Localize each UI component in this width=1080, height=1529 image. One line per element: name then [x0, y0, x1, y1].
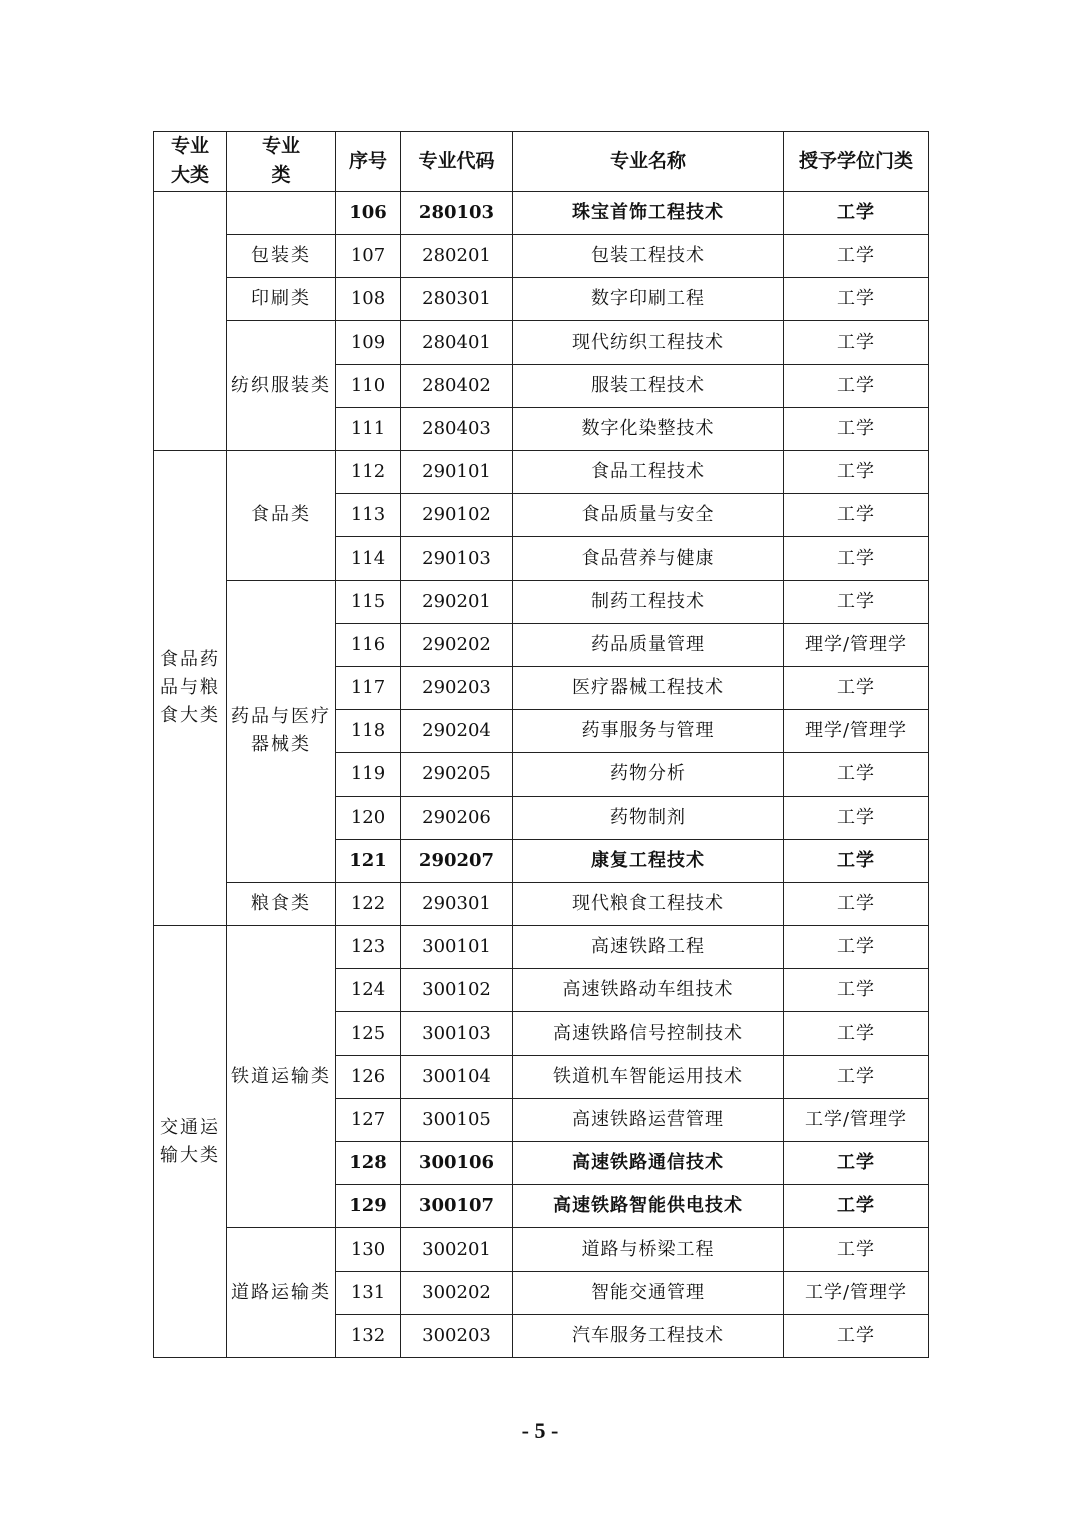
degree-cell: 工学: [784, 1012, 929, 1055]
subcategory-cell-empty: [227, 191, 336, 234]
degree-cell: 理学/管理学: [784, 710, 929, 753]
degree-cell: 工学: [784, 364, 929, 407]
name-cell: 高速铁路动车组技术: [513, 969, 784, 1012]
subcategory-cell: 印刷类: [227, 278, 336, 321]
code-cell: 290301: [401, 882, 513, 925]
subcategory-cell: 包装类: [227, 235, 336, 278]
seq-cell: 117: [336, 666, 401, 709]
seq-cell: 123: [336, 926, 401, 969]
degree-cell: 工学: [784, 451, 929, 494]
degree-cell: 工学/管理学: [784, 1098, 929, 1141]
name-cell: 制药工程技术: [513, 580, 784, 623]
degree-cell: 工学: [784, 796, 929, 839]
category-food-line3: 食大类: [160, 704, 220, 726]
code-cell: 290101: [401, 451, 513, 494]
name-cell: 高速铁路智能供电技术: [513, 1185, 784, 1228]
degree-cell: 工学: [784, 1142, 929, 1185]
seq-cell: 125: [336, 1012, 401, 1055]
degree-cell: 工学: [784, 494, 929, 537]
header-seq: 序号: [336, 132, 401, 192]
code-cell: 290207: [401, 839, 513, 882]
degree-cell: 工学: [784, 191, 929, 234]
code-cell: 300104: [401, 1055, 513, 1098]
category-cell: [154, 926, 227, 1358]
code-cell: 290204: [401, 710, 513, 753]
name-cell: 医疗器械工程技术: [513, 666, 784, 709]
code-cell: 300203: [401, 1314, 513, 1357]
name-cell: 药事服务与管理: [513, 710, 784, 753]
name-cell: 数字化染整技术: [513, 407, 784, 450]
category-cell: [154, 451, 227, 926]
name-cell: 道路与桥梁工程: [513, 1228, 784, 1271]
subcategory-cell: 纺织服装类: [227, 321, 336, 451]
degree-cell: 工学: [784, 1185, 929, 1228]
code-cell: 300102: [401, 969, 513, 1012]
degree-cell: 工学: [784, 321, 929, 364]
table-row: [154, 451, 929, 494]
name-cell: 康复工程技术: [513, 839, 784, 882]
header-subcategory-line2: 类: [271, 164, 291, 187]
seq-cell: 106: [336, 191, 401, 234]
code-cell: 300107: [401, 1185, 513, 1228]
code-cell: 290102: [401, 494, 513, 537]
code-cell: 300105: [401, 1098, 513, 1141]
name-cell: 药物分析: [513, 753, 784, 796]
name-cell: 食品营养与健康: [513, 537, 784, 580]
seq-cell: 115: [336, 580, 401, 623]
code-cell: 290103: [401, 537, 513, 580]
degree-cell: 工学: [784, 235, 929, 278]
subcategory-cell: 食品类: [227, 451, 336, 581]
code-cell: 280201: [401, 235, 513, 278]
category-cell-top: [154, 191, 227, 450]
table-row: [154, 1228, 929, 1271]
name-cell: 药物制剂: [513, 796, 784, 839]
degree-cell: 工学: [784, 753, 929, 796]
header-category: [154, 132, 227, 192]
seq-cell: 112: [336, 451, 401, 494]
subcategory-cell: [227, 580, 336, 882]
subcategory-cell: 铁道运输类: [227, 926, 336, 1228]
name-cell: 高速铁路运营管理: [513, 1098, 784, 1141]
name-cell: 汽车服务工程技术: [513, 1314, 784, 1357]
name-cell: 珠宝首饰工程技术: [513, 191, 784, 234]
seq-cell: 113: [336, 494, 401, 537]
header-subcategory: [227, 132, 336, 192]
seq-cell: 127: [336, 1098, 401, 1141]
header-category-line2: 大类: [170, 164, 209, 187]
code-cell: 280403: [401, 407, 513, 450]
name-cell: 高速铁路信号控制技术: [513, 1012, 784, 1055]
seq-cell: 116: [336, 623, 401, 666]
category-transport-line2: 输大类: [160, 1144, 220, 1166]
degree-cell: 工学: [784, 926, 929, 969]
header-degree: 授予学位门类: [784, 132, 929, 192]
degree-cell: 工学: [784, 1055, 929, 1098]
code-cell: 300201: [401, 1228, 513, 1271]
seq-cell: 128: [336, 1142, 401, 1185]
name-cell: 智能交通管理: [513, 1271, 784, 1314]
degree-cell: 工学: [784, 666, 929, 709]
name-cell: 高速铁路通信技术: [513, 1142, 784, 1185]
majors-table: [153, 131, 929, 1358]
degree-cell: 工学: [784, 537, 929, 580]
seq-cell: 130: [336, 1228, 401, 1271]
table-row: [154, 278, 929, 321]
code-cell: 280402: [401, 364, 513, 407]
seq-cell: 109: [336, 321, 401, 364]
name-cell: 现代纺织工程技术: [513, 321, 784, 364]
header-code: 专业代码: [401, 132, 513, 192]
header-name: 专业名称: [513, 132, 784, 192]
code-cell: 280103: [401, 191, 513, 234]
table-row: [154, 882, 929, 925]
code-cell: 300101: [401, 926, 513, 969]
seq-cell: 129: [336, 1185, 401, 1228]
code-cell: 290206: [401, 796, 513, 839]
degree-cell: 工学: [784, 580, 929, 623]
degree-cell: 工学: [784, 882, 929, 925]
category-transport-line1: 交通运: [160, 1116, 220, 1138]
seq-cell: 122: [336, 882, 401, 925]
name-cell: 铁道机车智能运用技术: [513, 1055, 784, 1098]
table-row: [154, 191, 929, 234]
seq-cell: 124: [336, 969, 401, 1012]
name-cell: 服装工程技术: [513, 364, 784, 407]
table-row: [154, 926, 929, 969]
table-row: [154, 580, 929, 623]
seq-cell: 120: [336, 796, 401, 839]
page-number: - 5 -: [521, 1418, 559, 1443]
degree-cell: 工学: [784, 1314, 929, 1357]
header-subcategory-line1: 专业: [261, 135, 300, 157]
seq-cell: 107: [336, 235, 401, 278]
category-food-line1: 食品药: [160, 649, 220, 671]
table-row: [154, 321, 929, 364]
seq-cell: 131: [336, 1271, 401, 1314]
subcategory-pharma-line2: 器械类: [251, 734, 311, 756]
degree-cell: 工学: [784, 407, 929, 450]
subcategory-cell: 粮食类: [227, 882, 336, 925]
name-cell: 食品质量与安全: [513, 494, 784, 537]
seq-cell: 114: [336, 537, 401, 580]
subcategory-pharma-line1: 药品与医疗: [231, 706, 331, 728]
subcategory-cell: 道路运输类: [227, 1228, 336, 1358]
degree-cell: 工学/管理学: [784, 1271, 929, 1314]
code-cell: 300202: [401, 1271, 513, 1314]
degree-cell: 工学: [784, 969, 929, 1012]
seq-cell: 111: [336, 407, 401, 450]
name-cell: 药品质量管理: [513, 623, 784, 666]
code-cell: 280301: [401, 278, 513, 321]
name-cell: 包装工程技术: [513, 235, 784, 278]
code-cell: 290202: [401, 623, 513, 666]
code-cell: 290205: [401, 753, 513, 796]
code-cell: 300106: [401, 1142, 513, 1185]
category-food-line2: 品与粮: [160, 677, 220, 699]
code-cell: 290201: [401, 580, 513, 623]
code-cell: 300103: [401, 1012, 513, 1055]
seq-cell: 108: [336, 278, 401, 321]
code-cell: 280401: [401, 321, 513, 364]
degree-cell: 工学: [784, 278, 929, 321]
degree-cell: 工学: [784, 839, 929, 882]
degree-cell: 工学: [784, 1228, 929, 1271]
name-cell: 食品工程技术: [513, 451, 784, 494]
seq-cell: 132: [336, 1314, 401, 1357]
code-cell: 290203: [401, 666, 513, 709]
table-row: [154, 235, 929, 278]
seq-cell: 118: [336, 710, 401, 753]
name-cell: 现代粮食工程技术: [513, 882, 784, 925]
name-cell: 数字印刷工程: [513, 278, 784, 321]
seq-cell: 126: [336, 1055, 401, 1098]
name-cell: 高速铁路工程: [513, 926, 784, 969]
seq-cell: 119: [336, 753, 401, 796]
header-category-line1: 专业: [170, 135, 209, 157]
seq-cell: 121: [336, 839, 401, 882]
header-row: [154, 132, 929, 192]
degree-cell: 理学/管理学: [784, 623, 929, 666]
seq-cell: 110: [336, 364, 401, 407]
